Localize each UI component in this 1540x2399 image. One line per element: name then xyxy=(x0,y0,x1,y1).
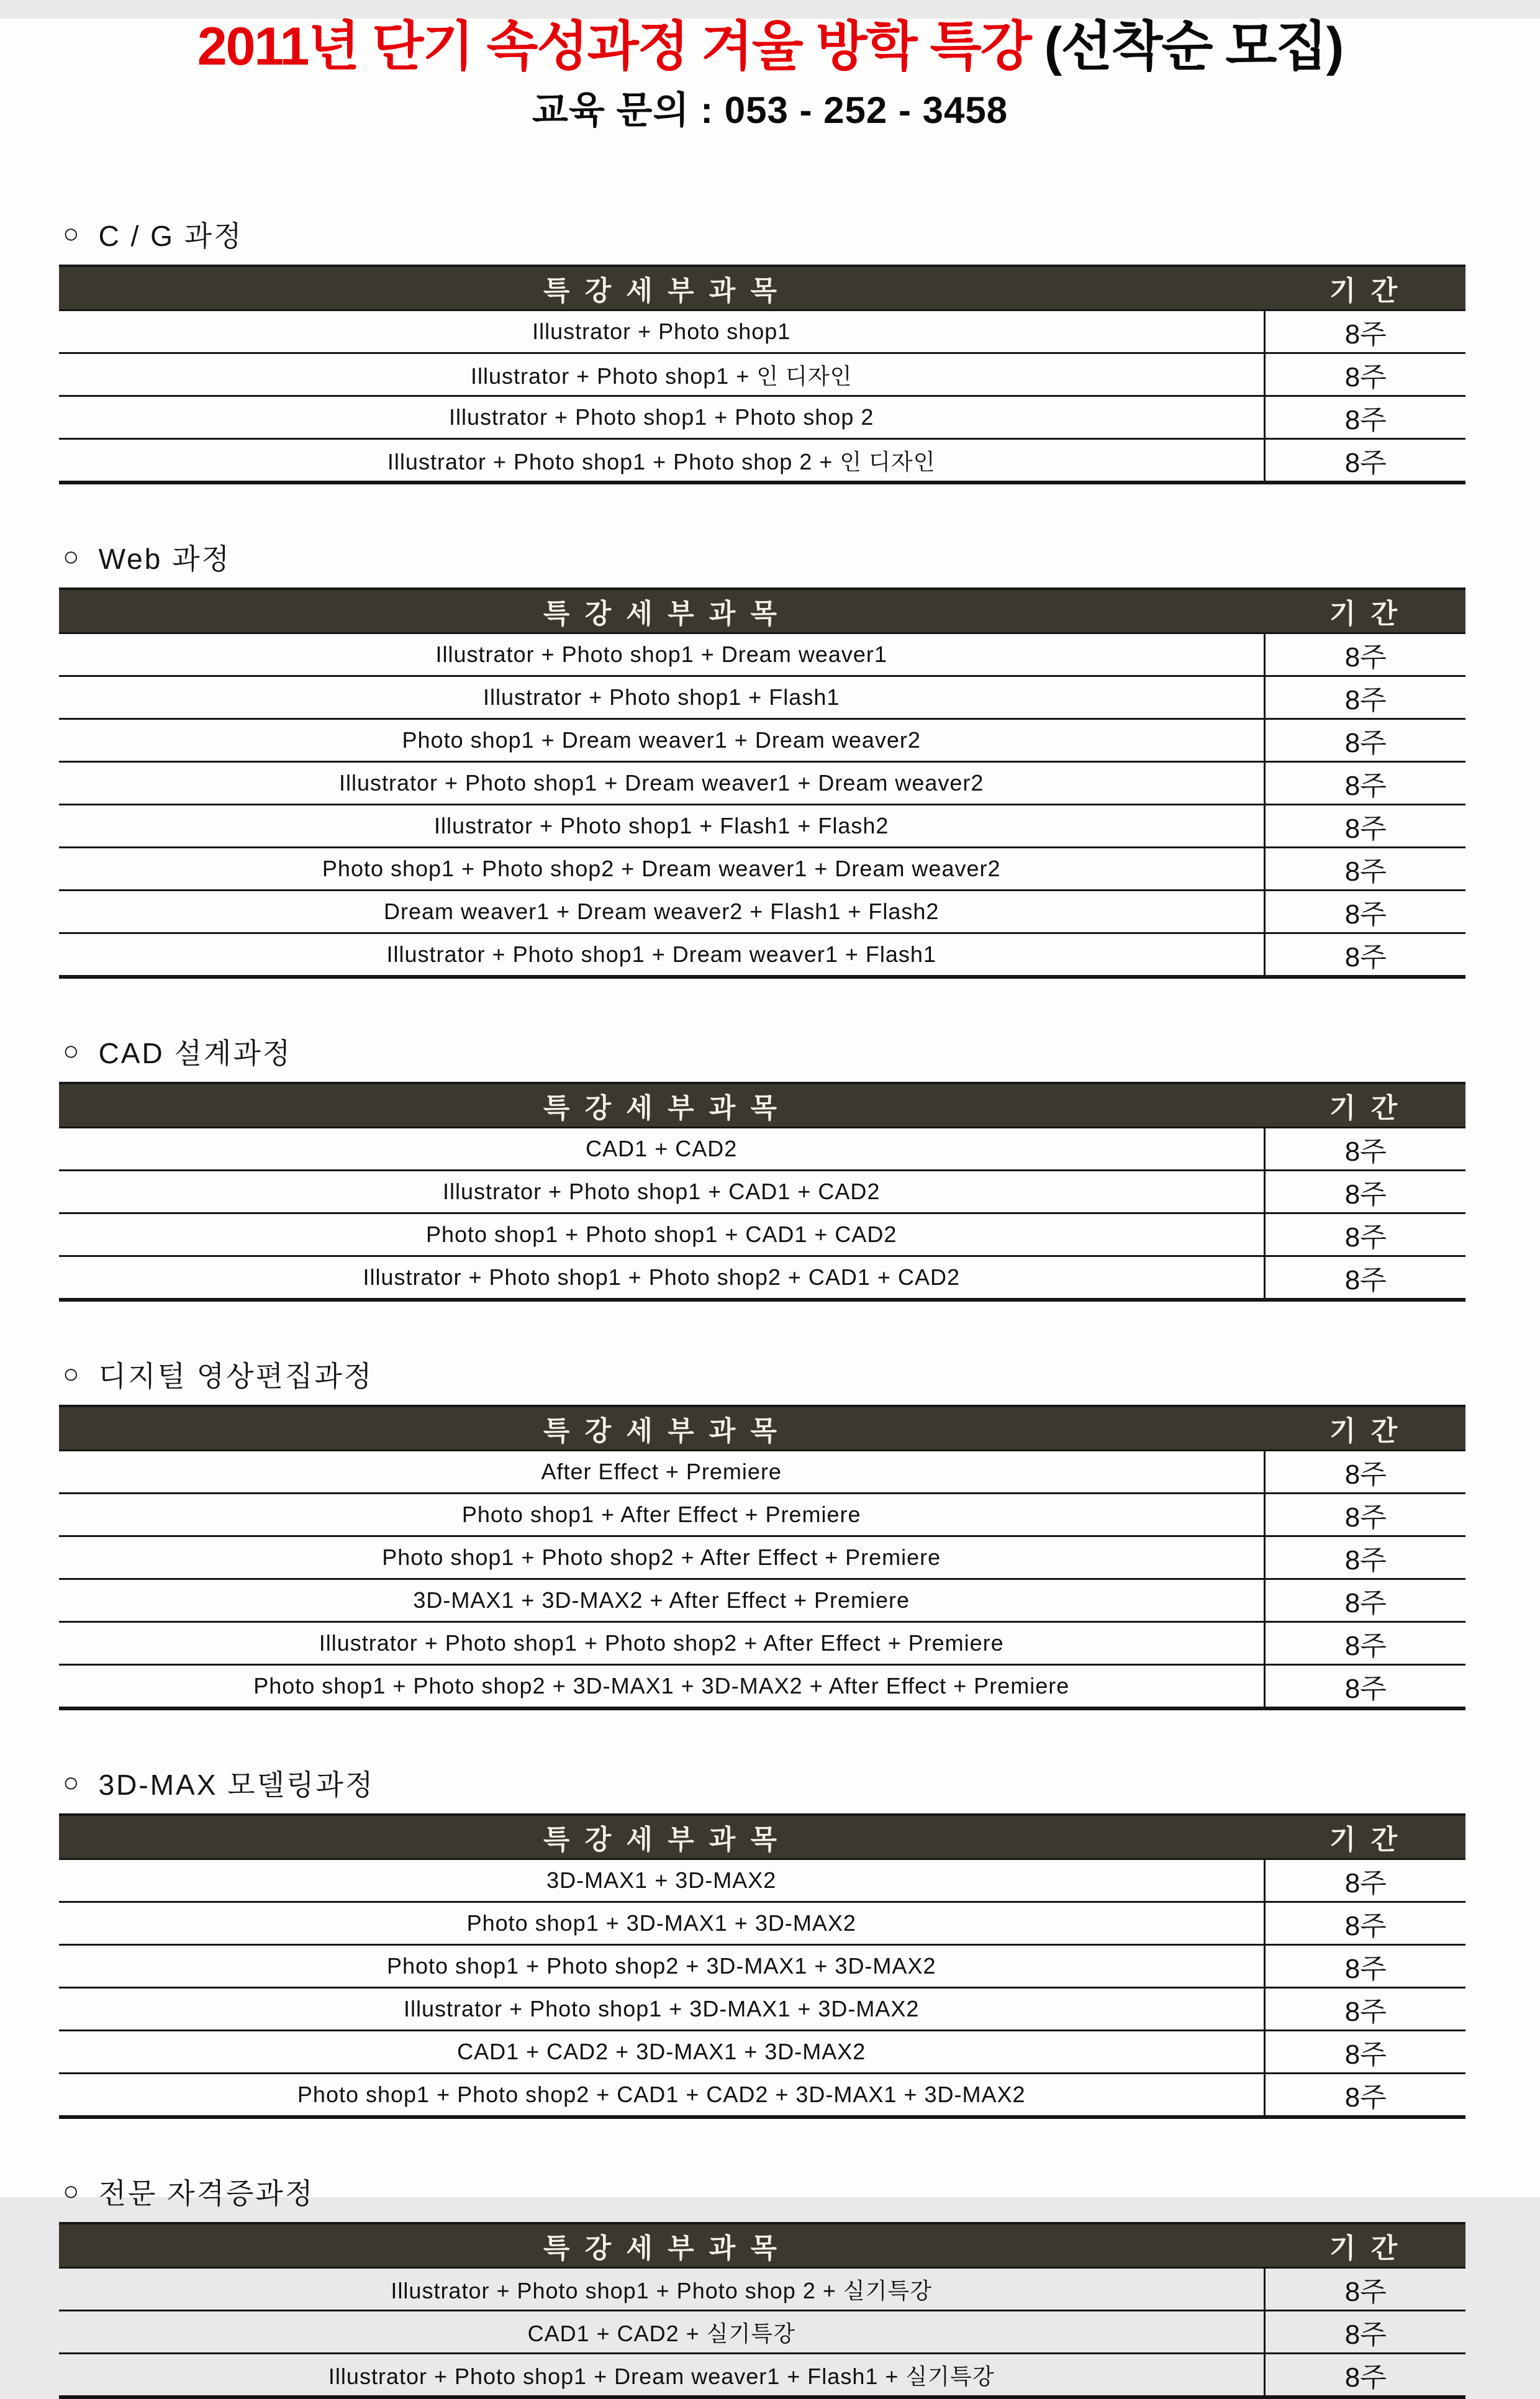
table-row xyxy=(59,1859,1465,1902)
table-row xyxy=(59,848,1465,891)
column-header-period: 기 간 xyxy=(1265,589,1465,633)
period-cell: 8주 xyxy=(1344,856,1387,887)
course-section xyxy=(59,214,1465,484)
period-cell: 8주 xyxy=(1344,2039,1387,2070)
subject-cell: Photo shop1 + Photo shop2 + 3D-MAX1 + 3D-MAX2 xyxy=(59,1945,1265,1988)
subject-cell: 3D-MAX1 + 3D-MAX2 + After Effect + Premiere xyxy=(59,1579,1265,1622)
subject-cell: Illustrator + Photo shop1 + Photo shop 2 + 실기특강 xyxy=(59,2268,1265,2311)
subject-cell: Photo shop1 + Photo shop2 + 3D-MAX1 + 3D-MAX2 + After Effect + Premiere xyxy=(59,1665,1265,1709)
page-title xyxy=(43,19,1497,75)
column-header-period: 기 간 xyxy=(1265,2223,1465,2268)
subject-cell: After Effect + Premiere xyxy=(59,1451,1265,1494)
table-row xyxy=(59,933,1465,977)
subject-cell: Illustrator + Photo shop1 + Photo shop2 + After Effect + Premiere xyxy=(59,1622,1265,1665)
column-header-subject: 특 강 세 부 과 목 xyxy=(59,589,1265,633)
circle-bullet-icon: ○ xyxy=(63,1767,81,1798)
subject-cell: Photo shop1 + Photo shop1 + CAD1 + CAD2 xyxy=(59,1213,1265,1256)
table-body xyxy=(59,1128,1465,1300)
table-row xyxy=(59,1171,1465,1213)
subject-cell: Illustrator + Photo shop1 xyxy=(59,311,1265,353)
table-row xyxy=(59,1622,1465,1665)
course-table xyxy=(59,587,1465,979)
period-cell: 8주 xyxy=(1344,1222,1387,1253)
table-row xyxy=(59,353,1465,396)
subject-cell: Photo shop1 + After Effect + Premiere xyxy=(59,1494,1265,1536)
table-header-row xyxy=(59,2223,1465,2268)
subject-cell: 3D-MAX1 + 3D-MAX2 xyxy=(59,1859,1265,1902)
table-row xyxy=(59,1988,1465,2031)
table-row xyxy=(59,311,1465,353)
table-header-row xyxy=(59,1406,1465,1451)
course-section xyxy=(59,1354,1465,1710)
table-body xyxy=(59,2268,1465,2398)
subject-cell: Photo shop1 + Photo shop2 + CAD1 + CAD2 + 3D-MAX1 + 3D-MAX2 xyxy=(59,2074,1265,2118)
period-cell: 8주 xyxy=(1344,362,1387,393)
subject-cell: Photo shop1 + Photo shop2 + After Effect + Premiere xyxy=(59,1536,1265,1579)
course-section xyxy=(59,1031,1465,1302)
course-table xyxy=(59,1082,1465,1302)
course-table xyxy=(59,1813,1465,2119)
table-row xyxy=(59,719,1465,762)
column-header-period: 기 간 xyxy=(1265,1083,1465,1128)
period-cell: 8주 xyxy=(1344,1997,1387,2028)
table-header-row xyxy=(59,1815,1465,1859)
page-title-main: 2011년 단기 속성과정 겨울 방학 특강 xyxy=(197,17,1044,76)
table-row xyxy=(59,2031,1465,2074)
period-cell: 8주 xyxy=(1344,319,1387,350)
subject-cell: Illustrator + Photo shop1 + Photo shop 2 xyxy=(59,396,1265,439)
table-row xyxy=(59,1536,1465,1579)
period-cell: 8주 xyxy=(1344,814,1387,845)
contact-line: 교육 문의 : 053 - 252 - 3458 xyxy=(532,89,1008,132)
section-heading xyxy=(63,537,1465,578)
column-header-period: 기 간 xyxy=(1265,1406,1465,1451)
table-row xyxy=(59,1256,1465,1300)
table-row xyxy=(59,762,1465,805)
table-body xyxy=(59,311,1465,483)
subject-cell: Illustrator + Photo shop1 + Dream weaver1 + Dream weaver2 xyxy=(59,762,1265,805)
table-row xyxy=(59,676,1465,719)
period-cell: 8주 xyxy=(1344,1179,1387,1210)
table-row xyxy=(59,1579,1465,1622)
circle-bullet-icon: ○ xyxy=(63,542,81,573)
subject-cell: Illustrator + Photo shop1 + 3D-MAX1 + 3D-MAX2 xyxy=(59,1988,1265,2031)
period-cell: 8주 xyxy=(1344,1674,1387,1705)
table-body xyxy=(59,633,1465,977)
subject-cell: Illustrator + Photo shop1 + Dream weaver1 + Flash1 xyxy=(59,933,1265,977)
table-header-row xyxy=(59,266,1465,311)
table-header-row xyxy=(59,589,1465,633)
table-row xyxy=(59,439,1465,483)
circle-bullet-icon: ○ xyxy=(63,1036,81,1067)
table-row xyxy=(59,1902,1465,1945)
course-section xyxy=(59,2171,1465,2399)
subject-cell: CAD1 + CAD2 + 실기특강 xyxy=(59,2311,1265,2354)
table-row xyxy=(59,1494,1465,1536)
course-section xyxy=(59,1762,1465,2119)
period-cell: 8주 xyxy=(1344,1136,1387,1168)
subject-cell: Illustrator + Photo shop1 + 인 디자인 xyxy=(59,353,1265,396)
course-section xyxy=(59,537,1465,979)
subject-cell: Dream weaver1 + Dream weaver2 + Flash1 + Flash2 xyxy=(59,891,1265,933)
table-row xyxy=(59,1945,1465,1988)
period-cell: 8주 xyxy=(1344,1911,1387,1942)
table-row xyxy=(59,805,1465,848)
period-cell: 8주 xyxy=(1344,771,1387,802)
subject-cell: Illustrator + Photo shop1 + CAD1 + CAD2 xyxy=(59,1171,1265,1213)
period-cell: 8주 xyxy=(1344,1954,1387,1985)
page-title-note: (선착순 모집) xyxy=(1044,17,1343,76)
period-cell: 8주 xyxy=(1344,448,1387,479)
period-cell: 8주 xyxy=(1344,642,1387,673)
period-cell: 8주 xyxy=(1344,2320,1387,2351)
table-row xyxy=(59,396,1465,439)
circle-bullet-icon: ○ xyxy=(63,2176,81,2207)
section-title: 3D-MAX 모델링과정 xyxy=(98,1769,375,1802)
subject-cell: CAD1 + CAD2 + 3D-MAX1 + 3D-MAX2 xyxy=(59,2031,1265,2074)
course-table xyxy=(59,265,1465,484)
table-row xyxy=(59,1128,1465,1171)
subject-cell: Photo shop1 + Photo shop2 + Dream weaver1 + Dream weaver2 xyxy=(59,848,1265,891)
period-cell: 8주 xyxy=(1344,1545,1387,1576)
section-title: 디지털 영상편집과정 xyxy=(98,1360,374,1393)
column-header-period: 기 간 xyxy=(1265,1815,1465,1859)
section-heading xyxy=(63,2171,1465,2212)
period-cell: 8주 xyxy=(1344,1588,1387,1619)
period-cell: 8주 xyxy=(1344,1459,1387,1490)
period-cell: 8주 xyxy=(1344,2362,1387,2393)
period-cell: 8주 xyxy=(1344,405,1387,436)
table-row xyxy=(59,2268,1465,2311)
table-row xyxy=(59,1213,1465,1256)
subject-cell: Photo shop1 + Dream weaver1 + Dream weaver2 xyxy=(59,719,1265,762)
subject-cell: Illustrator + Photo shop1 + Photo shop2 + CAD1 + CAD2 xyxy=(59,1256,1265,1300)
period-cell: 8주 xyxy=(1344,1631,1387,1662)
subject-cell: Photo shop1 + 3D-MAX1 + 3D-MAX2 xyxy=(59,1902,1265,1945)
period-cell: 8주 xyxy=(1344,942,1387,973)
subject-cell: CAD1 + CAD2 xyxy=(59,1128,1265,1171)
section-title: Web 과정 xyxy=(98,543,231,576)
section-heading xyxy=(63,1031,1465,1072)
subject-cell: Illustrator + Photo shop1 + Flash1 + Flash2 xyxy=(59,805,1265,848)
subject-cell: Illustrator + Photo shop1 + Photo shop 2 + 인 디자인 xyxy=(59,439,1265,483)
column-header-period: 기 간 xyxy=(1265,266,1465,311)
period-cell: 8주 xyxy=(1344,2082,1387,2113)
column-header-subject: 특 강 세 부 과 목 xyxy=(59,1083,1265,1128)
table-row xyxy=(59,1665,1465,1709)
table-body xyxy=(59,1859,1465,2118)
period-cell: 8주 xyxy=(1344,899,1387,930)
period-cell: 8주 xyxy=(1344,1265,1387,1296)
section-title: CAD 설계과정 xyxy=(98,1037,292,1070)
section-title: C / G 과정 xyxy=(98,220,243,253)
period-cell: 8주 xyxy=(1344,2277,1387,2308)
period-cell: 8주 xyxy=(1344,728,1387,759)
subject-cell: Illustrator + Photo shop1 + Dream weaver1 xyxy=(59,633,1265,676)
sections-container xyxy=(59,214,1465,2399)
period-cell: 8주 xyxy=(1344,1502,1387,1533)
subject-cell: Illustrator + Photo shop1 + Flash1 xyxy=(59,676,1265,719)
circle-bullet-icon: ○ xyxy=(63,219,81,250)
column-header-subject: 특 강 세 부 과 목 xyxy=(59,2223,1265,2268)
table-row xyxy=(59,633,1465,676)
column-header-subject: 특 강 세 부 과 목 xyxy=(59,266,1265,311)
table-row xyxy=(59,1451,1465,1494)
section-heading xyxy=(63,1762,1465,1803)
table-body xyxy=(59,1451,1465,1709)
table-row xyxy=(59,2074,1465,2118)
section-heading xyxy=(63,214,1465,255)
table-row xyxy=(59,891,1465,933)
course-table xyxy=(59,1405,1465,1710)
course-table xyxy=(59,2222,1465,2399)
table-row xyxy=(59,2354,1465,2398)
period-cell: 8주 xyxy=(1344,685,1387,716)
section-title: 전문 자격증과정 xyxy=(98,2177,315,2210)
circle-bullet-icon: ○ xyxy=(63,1359,81,1390)
table-header-row xyxy=(59,1083,1465,1128)
period-cell: 8주 xyxy=(1344,1868,1387,1899)
column-header-subject: 특 강 세 부 과 목 xyxy=(59,1406,1265,1451)
table-row xyxy=(59,2311,1465,2354)
scanned-flyer-page xyxy=(0,17,1540,2393)
subject-cell: Illustrator + Photo shop1 + Dream weaver1 + Flash1 + 실기특강 xyxy=(59,2354,1265,2398)
column-header-subject: 특 강 세 부 과 목 xyxy=(59,1815,1265,1859)
section-heading xyxy=(63,1354,1465,1395)
